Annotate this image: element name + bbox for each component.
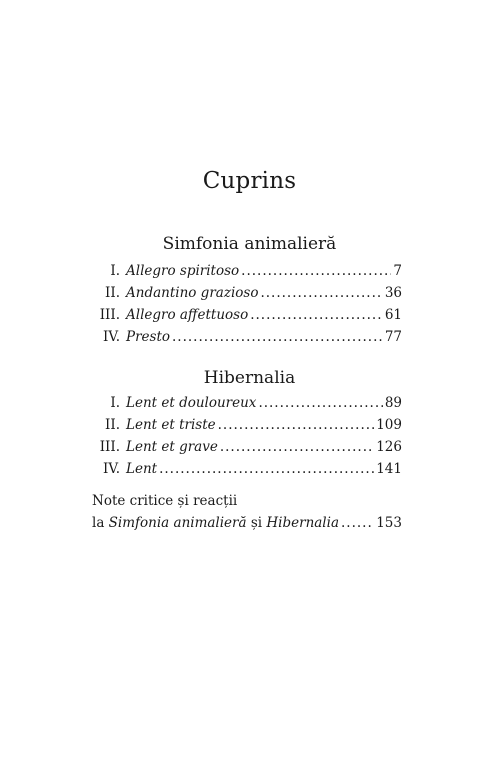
toc-entry[interactable] xyxy=(92,392,402,414)
entry-label: Allegro affettuoso xyxy=(126,307,249,323)
notes-work2: Hibernalia xyxy=(266,515,339,531)
entry-page: 109 xyxy=(376,417,402,433)
entry-label: Lent et triste xyxy=(126,417,216,433)
entry-page: 89 xyxy=(384,395,402,411)
entry-number: I. xyxy=(110,395,120,411)
entry-page: 7 xyxy=(393,263,402,279)
entry-page: 77 xyxy=(384,329,402,345)
toc-entry[interactable] xyxy=(92,436,402,458)
dot-leader xyxy=(159,458,374,480)
dot-leader xyxy=(220,436,374,458)
toc-entry[interactable] xyxy=(92,282,402,304)
dot-leader xyxy=(241,260,391,282)
entry-label: Lent et douloureux xyxy=(126,395,257,411)
dot-leader xyxy=(260,282,382,304)
dot-leader xyxy=(341,512,374,534)
toc-entry[interactable] xyxy=(92,414,402,436)
section-title-simfonia: Simfonia animalieră xyxy=(162,234,337,254)
entry-page: 61 xyxy=(384,307,402,323)
entry-label: Presto xyxy=(126,329,171,345)
toc-entry[interactable] xyxy=(92,458,402,480)
entry-label: Lent et grave xyxy=(126,439,218,455)
toc-notes xyxy=(92,490,402,534)
entry-number: III. xyxy=(99,439,120,455)
dot-leader xyxy=(250,304,383,326)
entry-label: Lent xyxy=(126,461,158,477)
entry-number: IV. xyxy=(102,329,120,345)
entry-page: 126 xyxy=(376,439,402,455)
section-title-hibernalia: Hibernalia xyxy=(203,368,296,388)
notes-prefix: la xyxy=(92,515,109,531)
dot-leader xyxy=(172,326,383,348)
entry-page: 153 xyxy=(376,515,402,531)
entry-page: 36 xyxy=(384,285,402,301)
toc-section-hibernalia xyxy=(92,392,402,480)
dot-leader xyxy=(218,414,375,436)
notes-conj: și xyxy=(246,515,267,531)
entry-label: Allegro spiritoso xyxy=(126,263,240,279)
toc-entry[interactable] xyxy=(92,326,402,348)
toc-section-simfonia xyxy=(92,260,402,348)
toc-entry[interactable] xyxy=(92,304,402,326)
entry-page: 141 xyxy=(376,461,402,477)
toc-entry-notes[interactable] xyxy=(92,512,402,534)
entry-label: Andantino grazioso xyxy=(126,285,259,301)
entry-number: IV. xyxy=(102,461,120,477)
entry-number: III. xyxy=(99,307,120,323)
dot-leader xyxy=(258,392,382,414)
entry-number: II. xyxy=(105,417,120,433)
notes-work1: Simfonia animalieră xyxy=(108,515,247,531)
notes-line1: Note critice și reacții xyxy=(92,493,238,509)
page-title: Cuprins xyxy=(202,168,297,194)
toc-entry[interactable] xyxy=(92,260,402,282)
entry-number: I. xyxy=(110,263,120,279)
entry-number: II. xyxy=(105,285,120,301)
